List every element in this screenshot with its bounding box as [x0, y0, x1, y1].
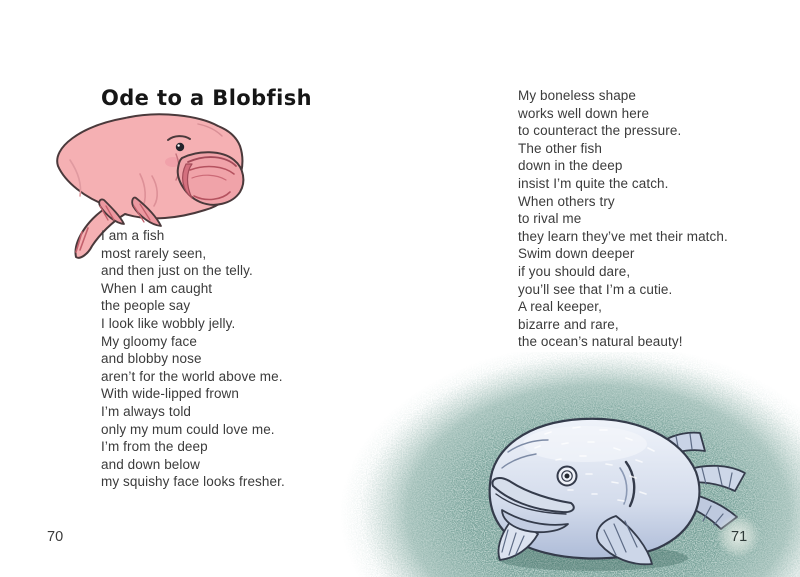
poem-right-column: [518, 87, 728, 351]
poem-line: the people say: [101, 298, 191, 314]
poem-line: if you should dare,: [518, 263, 631, 279]
poem-line: insist I’m quite the catch.: [518, 175, 669, 191]
blue-blobfish-underwater-illustration: [330, 352, 800, 577]
poem-line: and down below: [101, 456, 200, 472]
poem-line: I look like wobbly jelly.: [101, 315, 236, 331]
poem-line: I’m always told: [101, 403, 192, 419]
poem-line: My boneless shape: [518, 88, 637, 103]
poem-line: and then just on the telly.: [101, 263, 253, 279]
poem-line: the ocean’s natural beauty!: [518, 334, 683, 350]
poem-line: When I am caught: [101, 280, 213, 296]
page-number-right: 71: [731, 529, 748, 545]
poem-line: My gloomy face: [101, 333, 197, 349]
poem-line: most rarely seen,: [101, 245, 207, 261]
poem-line: my squishy face looks fresher.: [101, 474, 285, 490]
poem-line: bizarre and rare,: [518, 316, 619, 332]
poem-title: Ode to a Blobfish: [101, 86, 312, 110]
poem-line: you’ll see that I’m a cutie.: [518, 281, 673, 297]
poem-line: works well down here: [518, 105, 650, 121]
poem-line: When others try: [518, 193, 615, 209]
poem-line: With wide-lipped frown: [101, 386, 240, 402]
poem-line: down in the deep: [518, 158, 623, 174]
poem-line: A real keeper,: [518, 299, 602, 315]
poem-left-column: [101, 227, 285, 491]
poem-line: I am a fish: [101, 228, 165, 243]
page-number-left: 70: [47, 529, 64, 545]
poem-line: to counteract the pressure.: [518, 123, 682, 139]
poem-line: Swim down deeper: [518, 246, 635, 262]
poem-line: to rival me: [518, 211, 582, 227]
poem-line: only my mum could love me.: [101, 421, 275, 437]
poem-line: they learn they’ve met their match.: [518, 228, 728, 244]
poem-line: and blobby nose: [101, 351, 202, 367]
poem-line: The other fish: [518, 140, 602, 156]
poem-line: aren’t for the world above me.: [101, 368, 283, 384]
poem-line: I’m from the deep: [101, 439, 208, 455]
